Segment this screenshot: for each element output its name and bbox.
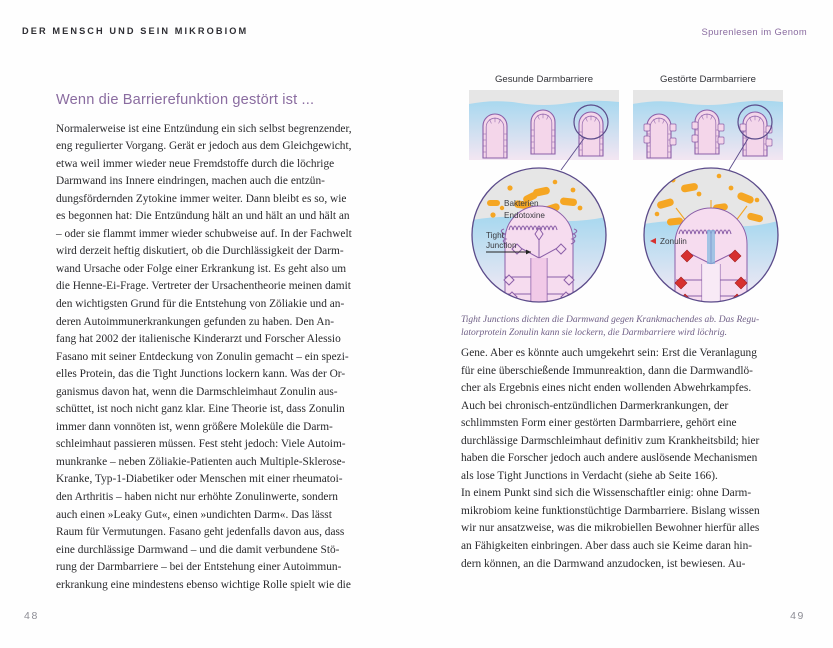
detail-circle-disturbed (644, 168, 778, 304)
running-head-left: DER MENSCH UND SEIN MIKROBIOM (22, 26, 249, 36)
villus-tip-disturbed (675, 208, 747, 304)
left-body-line: immer dann vonnöten ist, wenn größere Moleküle die Darm- (56, 420, 333, 433)
figure-caption-line: latorprotein Zonulin kann sie lockern, die Darmbarriere wird löchrig. (461, 328, 727, 339)
bacteria-icon (487, 200, 500, 206)
right-body-line: Gene. Aber es könnte auch umgekehrt sein: Erst die Veranlagung (461, 347, 757, 359)
left-body-line: die Henne-Ei-Frage. Vertreter der Ursachentheorie meinen damit (56, 280, 351, 293)
detail-circle-healthy (472, 168, 606, 302)
right-body-line: haben die Forscher jedoch auch andere auslösende Mechanismen (461, 452, 758, 465)
left-body-line: – oder sie flammt immer wieder schubweise auf. In der Fachwelt (56, 227, 352, 240)
right-body-line: an Fähigkeiten einbringen. Aber dass auch sie Keime daran hin- (461, 540, 753, 553)
right-body-line: mikrobiom keine funktionstüchtige Darmbarriere. Bislang wissen (461, 504, 760, 517)
right-body-line: als lose Tight Junctions in Verdacht (siehe ab Seite 166). (461, 469, 718, 482)
endotoxin-icon (490, 212, 495, 217)
left-body-line: es begonnen hat: Die Entzündung hält an und hält an und hält an (56, 210, 350, 223)
figure-caption (461, 314, 791, 341)
left-body-text (56, 121, 376, 595)
right-body-line: In einem Punkt sind sich die Wissenschaftler einig: ohne Darm- (461, 487, 752, 500)
left-body-line: elles Protein, das die Tight Junctions lockern kann. Was der Or- (56, 368, 346, 381)
left-text-column (56, 92, 376, 594)
left-body-line: schüttet, ist noch nicht ganz klar. Eine Theorie ist, dass Zonulin (56, 403, 345, 416)
left-body-line: den wichtigsten Grund für die Entstehung von Zöliakie und an- (56, 297, 345, 310)
legend-bacteria-label: Bakterien (504, 199, 539, 208)
right-text-column (461, 345, 791, 573)
running-head-right: Spurenlesen im Genom (701, 26, 807, 37)
figure-illustration (461, 72, 791, 304)
right-body-line: dern können, an die Darmwand anzudocken, ist bewiesen. Au- (461, 557, 746, 570)
legend-endotoxine-label: Endotoxine (504, 211, 545, 220)
right-body-line: Auch bei chronisch-entzündlichen Darmerkrankungen, der (461, 399, 729, 412)
left-body-line: Fasano mit seiner Entdeckung von Zonulin gemacht – ein spezi- (56, 350, 349, 363)
figure-caption-line: Tight Junctions dichten die Darmwand gegen Krankmachendes ab. Das Regu- (461, 315, 760, 325)
left-body-line: dungsfördernden Zytokine immer weiter. Dann bleibt es so, wie (56, 192, 347, 205)
left-body-line: auch einen »Leaky Gut«, einen »undichten Darm«. Das lässt (56, 508, 332, 521)
left-body-line: eng regulierter Vorgang. Gerät er jedoch aus dem Gleichgewicht, (56, 140, 352, 153)
left-body-line: wird derzeit heftig diskutiert, ob die Durchlässigkeit der Darm- (56, 245, 344, 258)
left-body-line: fang hat 2002 der italienische Kinderarzt und Forscher Alessio (56, 333, 341, 346)
zonulin-label: Zonulin (660, 237, 687, 246)
right-body-line: durchlässige Darmschleimhaut definitiv zum Krankheitsbild; hier (461, 434, 760, 447)
left-body-line: wand Ursache oder Folge einer Erkrankung ist. Es geht also um (56, 262, 347, 275)
right-body-line: schlimmsten Form einer gestörten Darmbarriere, gehört eine (461, 417, 737, 430)
left-body-line: Darmwand ins Innere eindringen, machen auch die entzün- (56, 175, 325, 188)
panel-left-strip (469, 90, 619, 170)
left-body-line: schleimhaut passieren müssen. Fest steht jedoch: Viele Autoim- (56, 438, 346, 451)
left-body-line: den Arthritis – haben nicht nur erhöhte Zonulinwerte, sondern (56, 490, 338, 503)
tight-junction-label-line1: Tight (486, 231, 504, 240)
section-heading: Wenn die Barrierefunktion gestört ist ... (56, 92, 315, 108)
tight-junction-label-line2: Junction (486, 241, 517, 250)
left-body-line: deren Autoimmunerkrankungen gefunden zu haben. Den An- (56, 315, 335, 328)
panel-right-strip (633, 90, 783, 170)
left-body-line: Raum für Vermutungen. Fasano geht jedenfalls davon aus, dass (56, 526, 345, 539)
right-body-line: für eine überschießende Immunreaktion, dann die Darmwandlö- (461, 364, 753, 377)
figure-darmbarriere (461, 72, 791, 341)
left-body-line: eine durchlässige Darmwand – und die damit verbundene Stö- (56, 543, 340, 556)
page-number-right: 49 (790, 610, 805, 622)
page-number-left: 48 (24, 610, 39, 622)
left-body-line: munkranke – neben Zöliakie-Patienten auch Multiple-Sklerose- (56, 455, 346, 468)
left-body-line: ganismus davon hat, wenn die Darmschleimhaut Zonulin aus- (56, 385, 338, 398)
left-body-line: Kranke, Typ-1-Diabetiker oder Menschen mit einer rheumatoi- (56, 473, 343, 486)
right-body-text (461, 345, 791, 573)
right-body-line: cher als Ergebnis eines nicht enden wollenden Abwehrkampfes. (461, 382, 752, 395)
villus-tip-healthy (501, 206, 577, 302)
left-body-line: Normalerweise ist eine Entzündung ein sich selbst begrenzender, (56, 122, 352, 135)
left-body-line: erkrankung eine mindestens ebenso wichtige Rolle spielt wie die (56, 578, 351, 591)
panel-title-left: Gesunde Darmbarriere (494, 74, 594, 85)
left-body-line: rung der Darmbarriere – bei der Entstehung einer Autoimmun- (56, 561, 342, 574)
right-body-line: wir nur ansatzweise, was die mikrobiellen Bewohner hierfür alles (461, 522, 760, 535)
left-body-line: etwa weil immer wieder neue Fremdstoffe durch die löchrige (56, 157, 335, 170)
panel-title-right: Gestörte Darmbarriere (660, 74, 756, 85)
